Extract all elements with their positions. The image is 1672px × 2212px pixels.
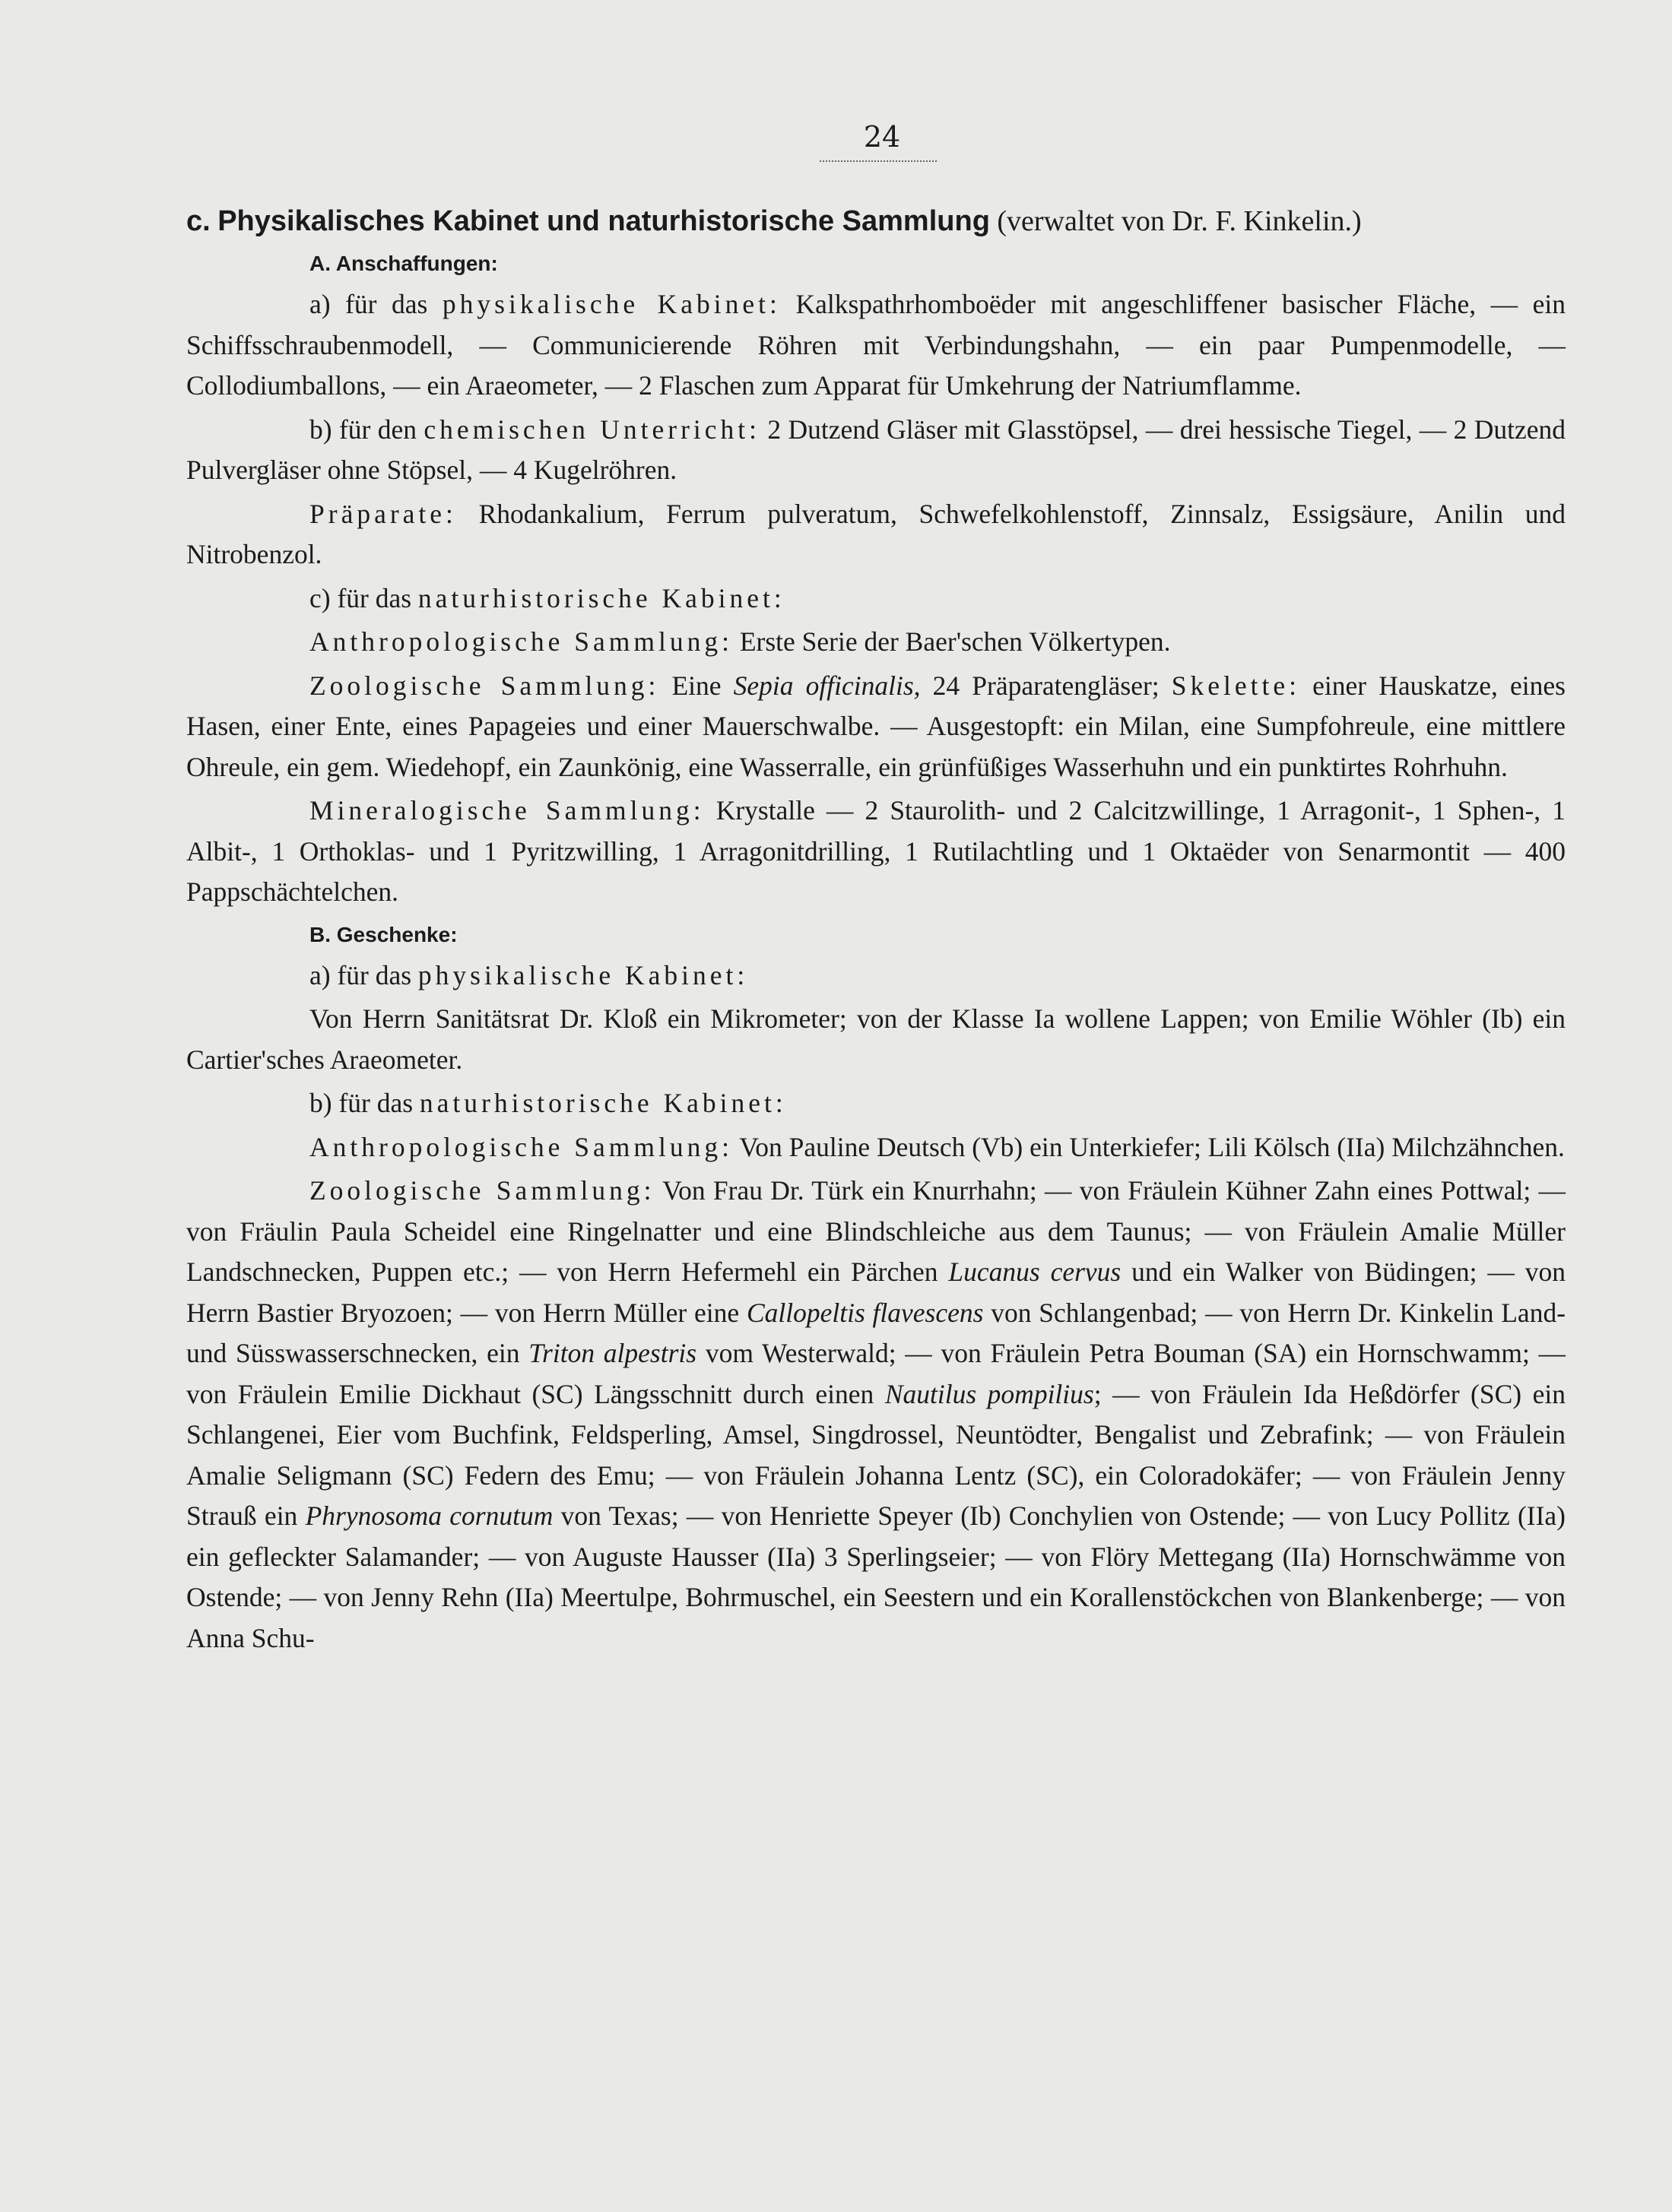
part-a-skeleton-label: Skelette:	[1171, 670, 1301, 701]
part-a-zoo-paragraph	[186, 666, 1566, 788]
part-b-heading: B. Geschenke:	[309, 922, 458, 946]
part-b-physics-label: physikalische Kabinet:	[417, 959, 749, 990]
part-b-anthro-paragraph	[186, 1127, 1566, 1168]
part-b-anthro-text: Von Pauline Deutsch (Vb) ein Unterkiefer; Lili Kölsch (IIa) Milchzähnchen.	[739, 1131, 1565, 1162]
part-b-anthro-label: Anthropologische Sammlung:	[309, 1131, 733, 1162]
part-b-zoo-text-1: Von Frau Dr. Türk ein Knurrhahn; — von Fräulein Kühner Zahn eines Pottwal; — von Fräulin Paula Scheidel eine Ringelnatter und eine Blindschleiche aus dem Taunus; — von Fräulein Amalie Müller Landschnecken, Puppen etc.; — von Herrn Hefermehl ein Pärchen	[186, 1175, 1566, 1287]
section-heading	[186, 199, 1566, 243]
part-a-physics-label: physikalische Kabinet:	[442, 289, 781, 319]
section-title: Physikalisches Kabinet und naturhistorische Sammlung	[217, 205, 990, 237]
part-b-zoo-species-2: Callopeltis flavescens	[746, 1297, 984, 1328]
part-a-chemistry-prefix: b) für den	[309, 414, 417, 445]
section-curator: (verwaltet von Dr. F. Kinkelin.)	[997, 205, 1362, 237]
part-b-zoo-text-3: von Schlangenbad; — von Herrn Dr. Kinkelin Land- und Süsswasserschnecken, ein	[186, 1297, 1566, 1368]
part-a-anthro-paragraph	[186, 622, 1566, 663]
page-number: 24	[863, 120, 901, 154]
part-b-zoo-text-5: ; — von Fräulein Ida Heßdörfer (SC) ein Schlangenei, Eier vom Buchfink, Feldsperling, Amsel, Singdrossel, Neuntödter, Bengalist und Zebrafink; — von Fräulein Amalie Seligmann (SC) Federn des Emu; — von Fräulein Johanna Lentz (SC), ein Coloradokäfer; — von Fräulein Jenny Strauß ein	[186, 1378, 1566, 1531]
part-a-preparations-label: Präparate:	[309, 498, 457, 529]
part-a-naturhist-label: naturhistorische Kabinet:	[417, 582, 785, 613]
part-b-physics-prefix: a) für das	[309, 959, 412, 990]
page-number-ornament	[820, 160, 937, 162]
part-a-heading: A. Anschaffungen:	[309, 252, 498, 275]
part-b-physics-text: Von Herrn Sanitätsrat Dr. Kloß ein Mikrometer; von der Klasse Ia wollene Lappen; von Emilie Wöhler (Ib) ein Cartier'sches Araeometer.	[186, 1003, 1566, 1075]
part-b-zoo-species-5: Phrynosoma cornutum	[305, 1501, 554, 1531]
part-a-zoo-text-1: Eine	[671, 670, 722, 701]
part-b-zoo-label: Zoologische Sammlung:	[309, 1175, 655, 1206]
part-b-physics-paragraph	[186, 999, 1566, 1080]
part-b-zoo-species-3: Triton alpestris	[528, 1338, 697, 1368]
part-b-zoo-species-1: Lucanus cervus	[948, 1257, 1122, 1287]
part-a-anthro-label: Anthropologische Sammlung:	[309, 626, 733, 657]
part-a-zoo-label: Zoologische Sammlung:	[309, 670, 660, 701]
part-a-physics-prefix: a) für das	[309, 289, 428, 319]
part-a-chemistry-text: 2 Dutzend Gläser mit Glasstöpsel, — drei hessische Tiegel, — 2 Dutzend Pulvergläser ohne Stöpsel, — 4 Kugelröhren.	[186, 414, 1566, 485]
part-a-zoo-species-1: Sepia officinalis,	[733, 670, 921, 701]
part-a-physics-paragraph	[186, 284, 1566, 407]
part-a-zoo-text-3: einer Hauskatze, eines Hasen, einer Ente, eines Papageies und einer Mauerschwalbe. — Ausgestopft: ein Milan, eine Sumpfohreule, eine mittlere Ohreule, ein gem. Wiedehopf, ein Zaunkönig, eine Wasserralle, ein grünfüßiges Wasserhuhn und ein punktirtes Rohrhuhn.	[186, 670, 1566, 782]
part-a-anthro-text: Erste Serie der Baer'schen Völkertypen.	[739, 626, 1171, 657]
part-b-zoo-text-6: von Texas; — von Henriette Speyer (Ib) Conchylien von Ostende; — von Lucy Pollitz (IIa) ein gefleckter Salamander; — von Auguste Hausser (IIa) 3 Sperlingseier; — von Flöry Mettegang (IIa) Hornschwämme von Ostende; — von Jenny Rehn (IIa) Meertulpe, Bohrmuschel, ein Seestern und ein Korallenstöckchen von Blankenberge; — von Anna Schu-	[186, 1501, 1566, 1653]
page-body	[186, 199, 1566, 1662]
part-a-zoo-text-2: 24 Präparatengläser;	[932, 670, 1160, 701]
part-a-naturhist-paragraph	[186, 578, 1566, 620]
part-a-mineral-text: Krystalle — 2 Staurolith- und 2 Calcitzwillinge, 1 Arragonit-, 1 Sphen-, 1 Albit-, 1 Orthoklas- und 1 Pyritzwilling, 1 Arragonitdrilling, 1 Rutilachtling und 1 Oktaëder von Senarmontit — 400 Pappschächtelchen.	[186, 795, 1566, 907]
section-letter: c.	[186, 205, 211, 237]
part-a-chemistry-paragraph	[186, 410, 1566, 491]
part-b-zoo-text-2: und ein Walker von Büdingen; — von Herrn Bastier Bryozoen; — von Herrn Müller eine	[186, 1257, 1566, 1328]
part-b-naturhist-paragraph	[186, 1083, 1566, 1124]
part-a-naturhist-prefix: c) für das	[309, 582, 412, 613]
part-a-mineral-paragraph	[186, 791, 1566, 913]
part-b-physics-heading-paragraph	[186, 955, 1566, 997]
part-b-zoo-paragraph	[186, 1171, 1566, 1659]
part-b-naturhist-prefix: b) für das	[309, 1088, 414, 1118]
part-b-naturhist-label: naturhistorische Kabinet:	[419, 1088, 787, 1118]
part-a-physics-text: Kalkspathrhomboëder mit angeschliffener basischer Fläche, — ein Schiffsschraubenmodell, — Communicierende Röhren mit Verbindungshahn, — ein paar Pumpenmodelle, — Collodiumballons, — ein Araeometer, — 2 Flaschen zum Apparat für Umkehrung der Natriumflamme.	[186, 289, 1566, 401]
part-a-preparations-text: Rhodankalium, Ferrum pulveratum, Schwefelkohlenstoff, Zinnsalz, Essigsäure, Anilin und Nitrobenzol.	[186, 498, 1566, 569]
part-a-preparations-paragraph	[186, 494, 1566, 575]
part-a-mineral-label: Mineralogische Sammlung:	[309, 795, 705, 826]
part-b-zoo-text-4: vom Westerwald; — von Fräulein Petra Bouman (SA) ein Hornschwamm; — von Fräulein Emilie Dickhaut (SC) Längsschnitt durch einen	[186, 1338, 1566, 1409]
part-b-zoo-species-4: Nautilus pompilius	[884, 1378, 1094, 1409]
part-a-chemistry-label: chemischen Unterricht:	[424, 414, 761, 445]
